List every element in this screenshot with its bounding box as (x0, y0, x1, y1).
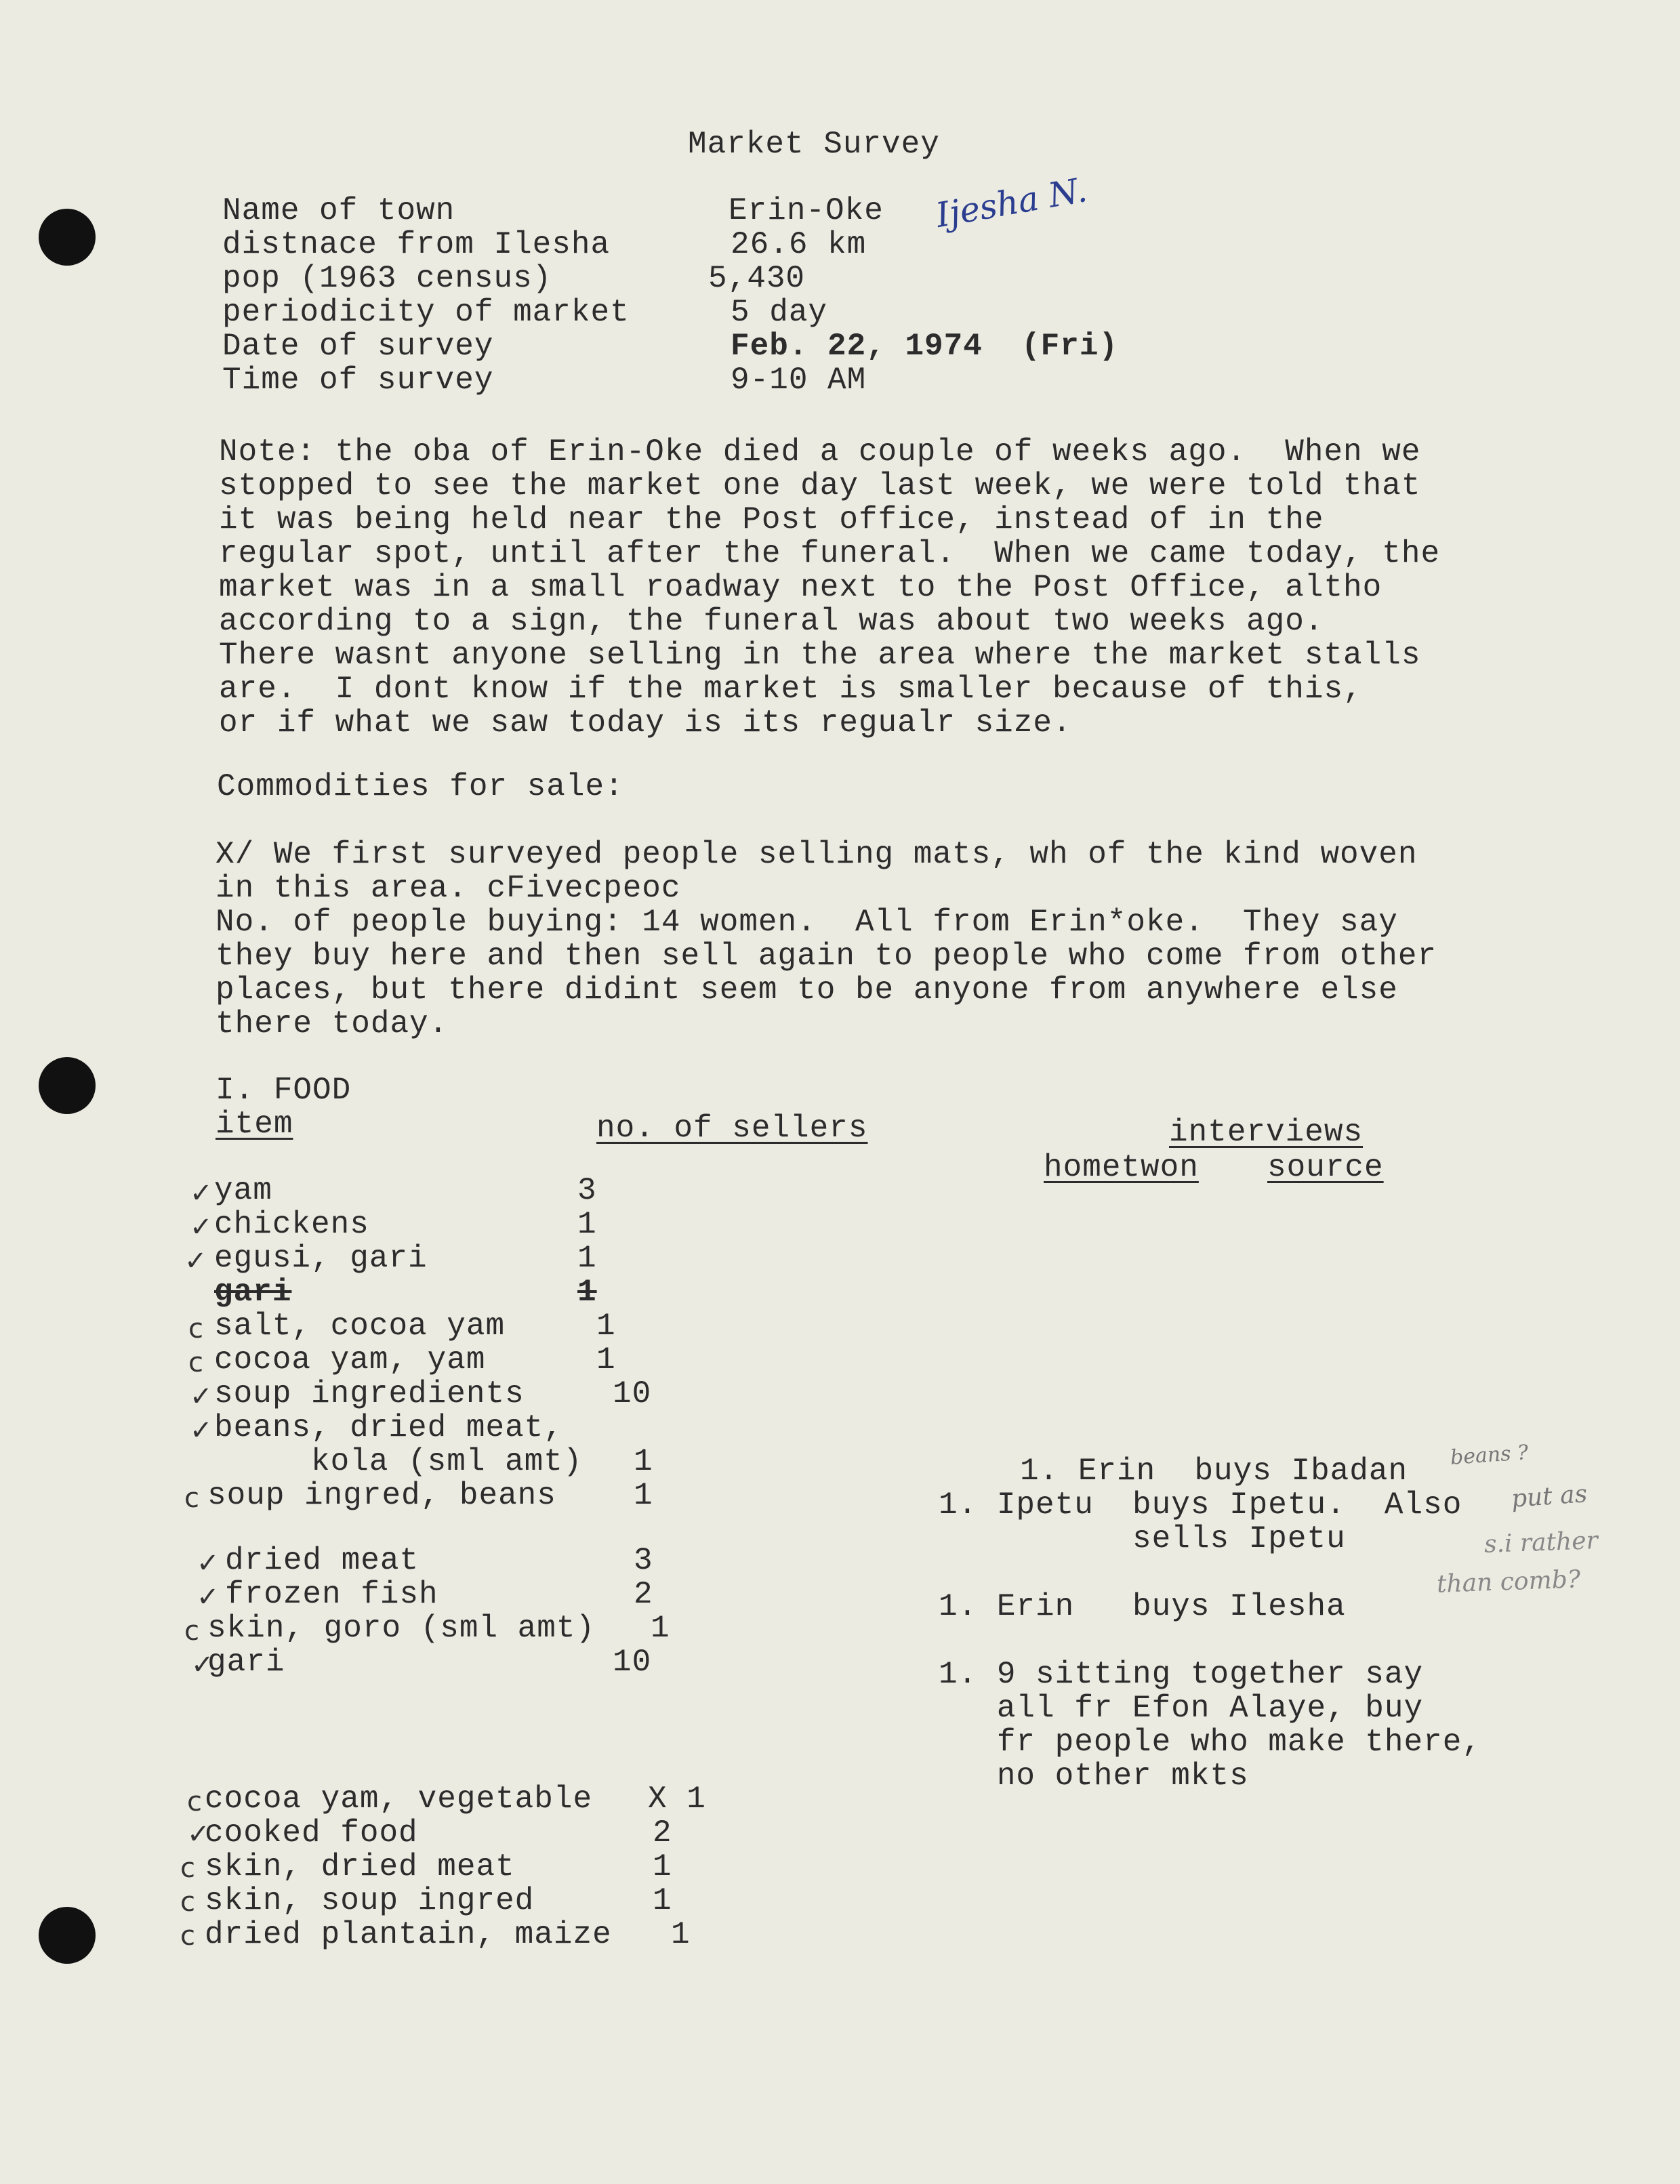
checkmark-icon: ✓ (184, 1245, 207, 1277)
info-value: 5,430 (708, 261, 806, 296)
checkmark-icon: ✓ (190, 1415, 213, 1446)
info-value: 5 day (731, 295, 828, 330)
food-item-struck: gari (214, 1275, 292, 1310)
interview-line: 1. Erin buys Ilesha (939, 1589, 1346, 1624)
food-sellers-struck: 1 (577, 1275, 597, 1310)
info-label: Name of town (222, 193, 455, 228)
checkmark-icon: c (180, 1853, 195, 1884)
note-line: are. I dont know if the market is smaller because of this, (219, 672, 1363, 707)
food-sellers: 1 (634, 1478, 653, 1513)
margin-note: than comb? (1436, 1565, 1581, 1599)
food-sellers: 2 (653, 1815, 672, 1851)
food-heading: I. FOOD (216, 1073, 352, 1108)
interview-line: sells Ipetu (939, 1521, 1346, 1557)
food-item: soup ingredients (214, 1376, 525, 1412)
food-sellers: 1 (651, 1611, 670, 1646)
commodities-heading: Commodities for sale: (217, 769, 624, 804)
interview-line: 1. Ipetu buys Ipetu. Also (939, 1487, 1462, 1523)
food-sellers: 1 (577, 1207, 597, 1242)
food-sellers: 1 (671, 1917, 691, 1952)
food-item: dried meat (225, 1543, 419, 1578)
food-item: chickens (214, 1207, 369, 1242)
food-item: frozen fish (225, 1577, 438, 1612)
food-sellers: 1 (653, 1883, 672, 1918)
checkmark-icon: ✓ (197, 1548, 220, 1579)
mats-line: there today. (216, 1006, 449, 1042)
checkmark-icon: ✓ (190, 1212, 213, 1243)
info-value: 9-10 AM (731, 363, 867, 398)
food-sellers: 1 (596, 1309, 616, 1344)
food-sellers: 1 (634, 1444, 653, 1479)
checkmark-icon: c (184, 1483, 199, 1514)
food-item: skin, goro (sml amt) (207, 1611, 596, 1646)
food-sellers: 10 (613, 1645, 652, 1680)
info-label: pop (1963 census) (222, 261, 552, 296)
food-sellers: 2 (634, 1577, 653, 1612)
food-sellers: 3 (577, 1173, 597, 1208)
column-header-source: source (1267, 1150, 1384, 1185)
food-item: beans, dried meat, (214, 1410, 563, 1445)
food-item: kola (sml amt) (214, 1444, 583, 1479)
food-item: yam (214, 1173, 272, 1208)
column-header-hometown: hometwon (1044, 1150, 1199, 1185)
mats-line: they buy here and then sell again to people who come from other (216, 939, 1437, 974)
binder-hole-middle (39, 1057, 96, 1114)
food-item: dried plantain, maize (205, 1917, 612, 1952)
interview-line: 1. 9 sitting together say (939, 1657, 1424, 1692)
note-line: according to a sign, the funeral was about two weeks ago. (219, 604, 1324, 639)
handwritten-region-note: Ijesha N. (933, 169, 1090, 236)
food-sellers: 10 (613, 1376, 652, 1412)
food-item: soup ingred, beans (207, 1478, 556, 1513)
info-label: Date of survey (222, 329, 494, 364)
binder-hole-bottom (39, 1907, 96, 1964)
column-header-sellers: no. of sellers (596, 1111, 868, 1146)
checkmark-icon: c (187, 1786, 202, 1817)
checkmark-icon: ✓ (197, 1582, 220, 1613)
checkmark-icon: ✓ (187, 1819, 210, 1850)
checkmark-icon: c (188, 1347, 203, 1378)
mats-line: in this area. cFivecpeoc (216, 871, 681, 906)
note-line: Note: the oba of Erin-Oke died a couple of weeks ago. When we (219, 434, 1421, 470)
margin-note: beans ? (1449, 1441, 1530, 1470)
checkmark-icon: c (180, 1887, 195, 1918)
column-header-item: item (216, 1107, 293, 1142)
note-line: stopped to see the market one day last week, we were told that (219, 468, 1421, 503)
food-item: cooked food (205, 1815, 418, 1851)
food-sellers: 1 (577, 1241, 597, 1276)
info-label: Time of survey (222, 363, 494, 398)
interview-line: fr people who make there, (939, 1725, 1481, 1760)
margin-note: put as (1510, 1480, 1589, 1513)
binder-hole-top (39, 209, 96, 266)
mats-line: X/ We first surveyed people selling mats, wh of the kind woven (216, 837, 1418, 872)
info-label: distnace from Ilesha (222, 227, 611, 262)
interview-line: no other mkts (939, 1758, 1249, 1794)
mats-line: No. of people buying: 14 women. All from Erin*oke. They say (216, 905, 1398, 940)
food-item: skin, soup ingred (205, 1883, 535, 1918)
info-value: 26.6 km (731, 227, 867, 262)
note-line: or if what we saw today is its regualr size. (219, 705, 1072, 741)
checkmark-icon: ✓ (190, 1178, 213, 1209)
page-title: Market Survey (688, 127, 940, 162)
interview-line: 1. Erin buys Ibadan (1020, 1454, 1408, 1489)
food-item: cocoa yam, vegetable (205, 1781, 593, 1817)
checkmark-icon: ✓ (191, 1649, 214, 1681)
food-item: cocoa yam, yam (214, 1342, 486, 1378)
note-line: market was in a small roadway next to the Post Office, altho (219, 570, 1382, 605)
info-value: Erin-Oke (729, 193, 884, 228)
checkmark-icon: c (184, 1615, 199, 1647)
food-sellers: 3 (634, 1543, 653, 1578)
food-item: gari (207, 1645, 285, 1680)
food-sellers: 1 (653, 1849, 672, 1884)
interview-line: all fr Efon Alaye, buy (939, 1691, 1424, 1726)
column-header-interviews: interviews (1169, 1115, 1364, 1150)
food-sellers: 1 (596, 1342, 616, 1378)
checkmark-icon: ✓ (190, 1381, 213, 1412)
checkmark-icon: c (188, 1313, 203, 1344)
margin-note: s.i rather (1483, 1527, 1599, 1559)
mats-line: places, but there didint seem to be anyone from anywhere else (216, 972, 1398, 1008)
food-item: egusi, gari (214, 1241, 428, 1276)
note-line: it was being held near the Post office, instead of in the (219, 502, 1324, 537)
note-line: regular spot, until after the funeral. When we came today, the (219, 536, 1441, 571)
info-label: periodicity of market (222, 295, 630, 330)
food-sellers: X 1 (648, 1781, 706, 1817)
food-item: salt, cocoa yam (214, 1309, 506, 1344)
checkmark-icon: c (180, 1920, 195, 1952)
note-line: There wasnt anyone selling in the area where the market stalls (219, 638, 1421, 673)
food-item: skin, dried meat (205, 1849, 515, 1884)
info-value: Feb. 22, 1974 (Fri) (731, 329, 1119, 364)
